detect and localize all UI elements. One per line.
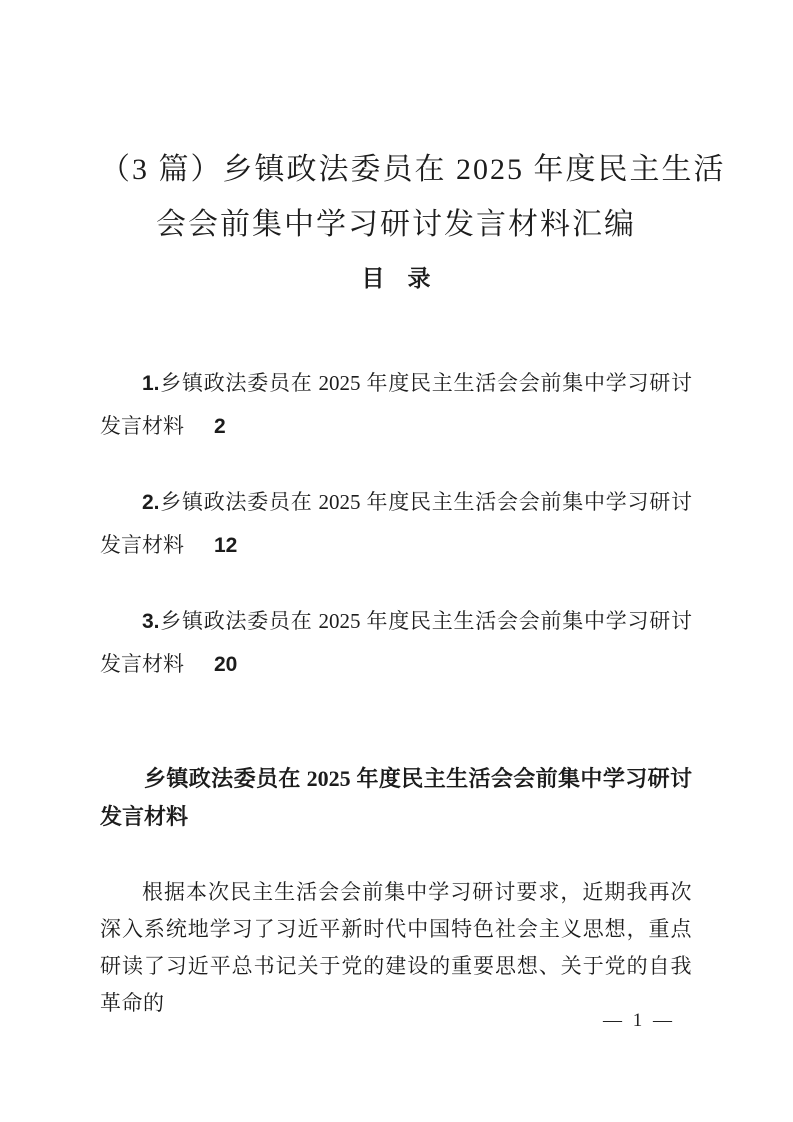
page-number: — 1 — bbox=[603, 1010, 675, 1031]
article-heading: 乡镇政法委员在 2025 年度民主生活会会前集中学习研讨发言材料 bbox=[100, 766, 692, 829]
page-content bbox=[100, 0, 726, 1022]
toc-heading: 目 录 bbox=[361, 265, 431, 291]
toc-item-number: 1. bbox=[142, 372, 160, 395]
toc-item-number: 3. bbox=[142, 610, 160, 633]
toc-item-page: 2 bbox=[214, 415, 226, 438]
toc-item-title: 乡镇政法委员在 2025 年度民主生活会会前集中学习研讨发言材料 bbox=[100, 490, 692, 557]
toc-item-title: 乡镇政法委员在 2025 年度民主生活会会前集中学习研讨发言材料 bbox=[100, 609, 692, 676]
toc-item-page: 12 bbox=[214, 534, 238, 557]
article-paragraph: 根据本次民主生活会会前集中学习研讨要求，近期我再次深入系统地学习了习近平新时代中国特色社会主义思想，重点研读了习近平总书记关于党的建设的重要思想、关于党的自我革命的 bbox=[100, 880, 692, 1015]
toc-item-page: 20 bbox=[214, 653, 238, 676]
toc-item bbox=[100, 600, 692, 686]
document-title-line-1: （3 篇）乡镇政法委员在 2025 年度民主生活 bbox=[100, 153, 726, 186]
document-title-line-2: 会会前集中学习研讨发言材料汇编 bbox=[156, 208, 636, 241]
document-title bbox=[100, 142, 726, 252]
toc-item bbox=[100, 362, 692, 448]
toc-list bbox=[100, 362, 692, 686]
toc-item-number: 2. bbox=[142, 491, 160, 514]
toc-item-title: 乡镇政法委员在 2025 年度民主生活会会前集中学习研讨发言材料 bbox=[100, 371, 692, 438]
toc-item bbox=[100, 481, 692, 567]
